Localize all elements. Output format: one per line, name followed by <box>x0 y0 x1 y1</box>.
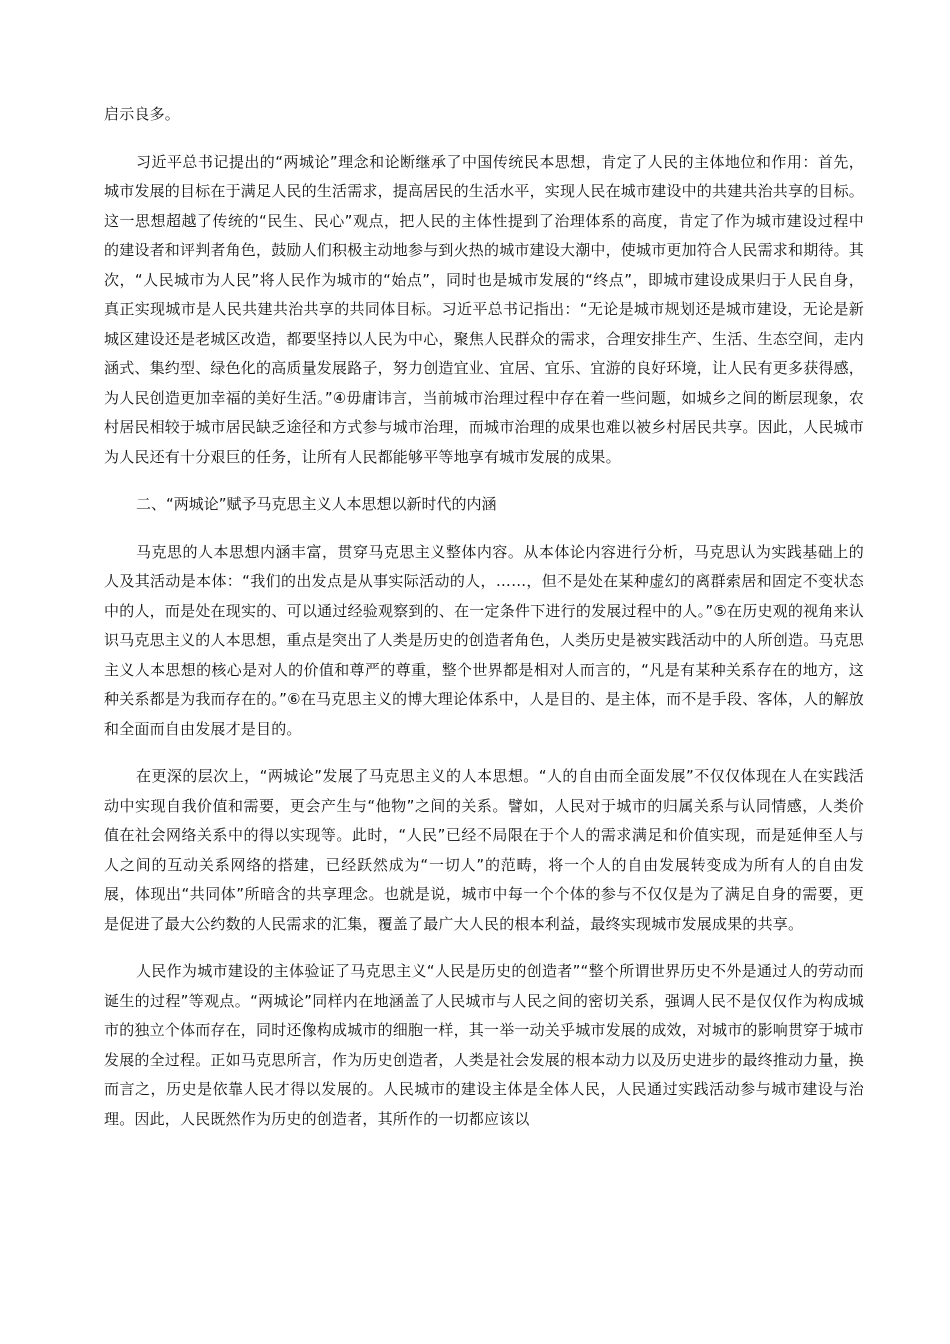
paragraph-gap <box>104 472 864 490</box>
paragraph-deeper-level: 在更深的层次上，“两城论”发展了马克思主义的人本思想。“人的自由而全面发展”不仅仅体现在人在实践活动中实现自我价值和需要，更会产生与“他物”之间的关系。譬如，人民对于城市的归属关系与认同情感，人类价值在社会网络关系中的得以实现等。此时，“人民”已经不局限在于个人的需求满足和价值实现，而是延伸至人与人之间的互动关系网络的搭建，已经跃然成为“一切人”的范畴，将一个人的自由发展转变成为所有人的自由发展，体现出“共同体”所暗含的共享理念。也就是说，城市中每一个个体的参与不仅仅是为了满足自身的需要，更是促进了最大公约数的人民需求的汇集，覆盖了最广大人民的根本利益，最终实现城市发展成果的共享。 <box>104 767 864 933</box>
paragraph-marx-humanism: 马克思的人本思想内涵丰富，贯穿马克思主义整体内容。从本体论内容进行分析，马克思认为实践基础上的人及其活动是本体：“我们的出发点是从事实际活动的人，……，但不是处在某种虚幻的离群索居和固定不变状态中的人，而是处在现实的、可以通过经验观察到的、在一定条件下进行的发展过程中的人。”⑤在历史观的视角来认识马克思主义的人本思想，重点是突出了人类是历史的创造者角色，人类历史是被实践活动中的人所创造。马克思主义人本思想的核心是对人的价值和尊严的尊重，整个世界都是相对人而言的，“凡是有某种关系存在的地方，这种关系都是为我而存在的。”⑥在马克思主义的博大理论体系中，人是目的、是主体，而不是手段、客体，人的解放和全面而自由发展才是目的。 <box>104 542 865 738</box>
paragraph-gap <box>104 130 864 148</box>
paragraph-gap <box>104 744 864 762</box>
paragraph-two-city-theory-people-centered: 习近平总书记提出的“两城论”理念和论断继承了中国传统民本思想，肯定了人民的主体地位和作用：首先，城市发展的目标在于满足人民的生活需求，提高居民的生活水平，实现人民在城市建设中的共建共治共享的目标。这一思想超越了传统的“民生、民心”观点，把人民的主体性提到了治理体系的高度，肯定了作为城市建设过程中的建设者和评判者角色，鼓励人们积极主动地参与到火热的城市建设大潮中，使城市更加符合人民需求和期待。其次，“人民城市为人民”将人民作为城市的“始点”，同时也是城市发展的“终点”，即城市建设成果归于人民自身，真正实现城市是人民共建共治共享的共同体目标。习近平总书记指出：“无论是城市规划还是城市建设，无论是新城区建设还是老城区改造，都要坚持以人民为中心，聚焦人民群众的需求，合理安排生产、生活、生态空间，走内涵式、集约型、绿色化的高质量发展路子，努力创造宜业、宜居、宜乐、宜游的良好环境，让人民有更多获得感，为人民创造更加幸福的美好生活。”④毋庸讳言，当前城市治理过程中存在着一些问题，如城乡之间的断层现象，农村居民相较于城市居民缺乏途径和方式参与城市治理，而城市治理的成果也难以被乡村居民共享。因此，人民城市为人民还有十分艰巨的任务，让所有人民都能够平等地享有城市发展的成果。 <box>104 152 865 466</box>
document-body <box>104 100 864 1134</box>
paragraph-people-as-creators: 人民作为城市建设的主体验证了马克思主义“人民是历史的创造者”“整个所谓世界历史不外是通过人的劳动而诞生的过程”等观点。“两城论”同样内在地涵盖了人民城市与人民之间的密切关系，强调人民不是仅仅作为构成城市的独立个体而存在，同时还像构成城市的细胞一样，其一举一动关乎城市发展的成效，对城市的影响贯穿于城市发展的全过程。正如马克思所言，作为历史创造者，人类是社会发展的根本动力以及历史进步的最终推动力量，换而言之，历史是依靠人民才得以发展的。人民城市的建设主体是全体人民，人民通过实践活动参与城市建设与治理。因此，人民既然作为历史的创造者，其所作的一切都应该以 <box>104 962 865 1128</box>
paragraph-gap <box>104 939 864 957</box>
section-heading: 二、“两城论”赋予马克思主义人本思想以新时代的内涵 <box>136 495 497 513</box>
paragraph-gap <box>104 520 864 538</box>
paragraph-fragment-top: 启示良多。 <box>104 105 181 123</box>
